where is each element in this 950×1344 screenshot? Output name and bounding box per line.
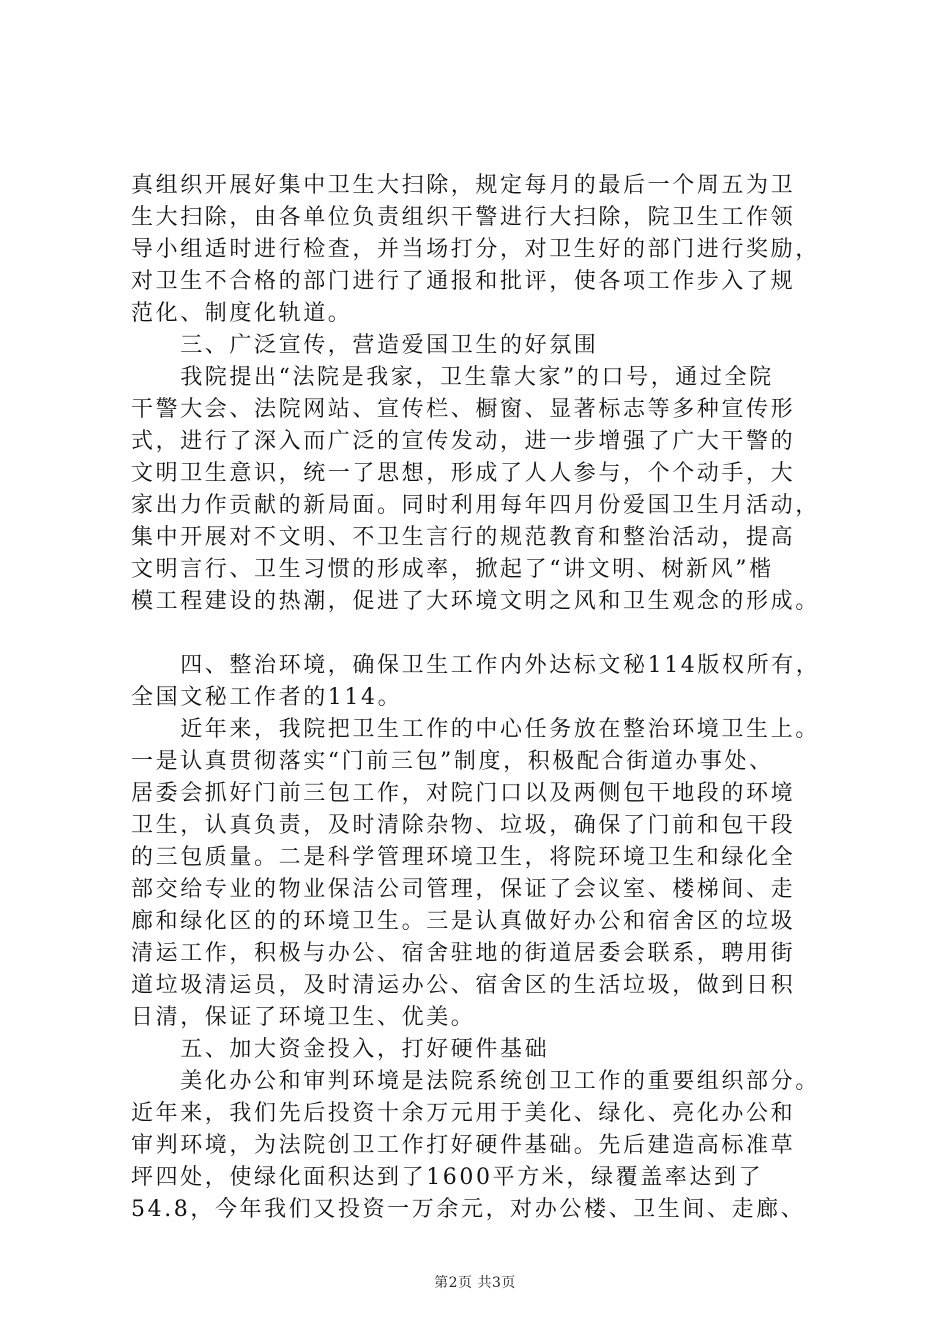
text-line: 导小组适时进行检查，并当场打分，对卫生好的部门进行奖励， <box>131 237 820 262</box>
text-line: 文明言行、卫生习惯的形成率，掀起了“讲文明、树新风”楷 <box>131 557 774 582</box>
text-line: 模工程建设的热潮，促进了大环境文明之风和卫生观念的形成。 <box>131 589 820 614</box>
document-body <box>131 170 851 1226</box>
text-line: 的三包质量。二是科学管理环境卫生，将院环境卫生和绿化全 <box>131 845 796 870</box>
text-line: 集中开展对不文明、不卫生言行的规范教育和整治活动，提高 <box>131 525 796 550</box>
text-line: 审判环境，为法院创卫工作打好硬件基础。先后建造高标准草 <box>131 1133 796 1158</box>
text-line: 道垃圾清运员，及时清运办公、宿舍区的生活垃圾，做到日积 <box>131 973 796 998</box>
text-line: 真组织开展好集中卫生大扫除，规定每月的最后一个周五为卫 <box>131 173 796 198</box>
text-line: 式，进行了深入而广泛的宣传发动，进一步增强了广大干警的 <box>131 429 796 454</box>
text-line: 范化、制度化轨道。 <box>131 301 353 326</box>
text-line: 生大扫除，由各单位负责组织干警进行大扫除，院卫生工作领 <box>131 205 796 230</box>
text-line: 清运工作，积极与办公、宿舍驻地的街道居委会联系，聘用街 <box>131 941 796 966</box>
text-line: 近年来，我院把卫生工作的中心任务放在整治环境卫生上。 <box>131 717 820 742</box>
text-line: 对卫生不合格的部门进行了通报和批评，使各项工作步入了规 <box>131 269 796 294</box>
page-footer: 第2页 共3页 <box>434 1275 516 1291</box>
text-line: 54.8，今年我们又投资一万余元，对办公楼、卫生间、走廊、 <box>131 1197 806 1222</box>
text-line: 坪四处，使绿化面积达到了1600平方米，绿覆盖率达到了 <box>131 1165 764 1190</box>
text-line: 美化办公和审判环境是法院系统创卫工作的重要组织部分。 <box>131 1069 820 1094</box>
text-line: 廊和绿化区的的环境卫生。三是认真做好办公和宿舍区的垃圾 <box>131 909 796 934</box>
text-line: 近年来，我们先后投资十余万元用于美化、绿化、亮化办公和 <box>131 1101 796 1126</box>
text-line: 四、整治环境，确保卫生工作内外达标文秘114版权所有， <box>131 653 821 678</box>
text-line: 部交给专业的物业保洁公司管理，保证了会议室、楼梯间、走 <box>131 877 796 902</box>
text-line: 日清，保证了环境卫生、优美。 <box>131 1005 476 1030</box>
text-line: 干警大会、法院网站、宣传栏、橱窗、显著标志等多种宣传形 <box>131 397 796 422</box>
text-line: 我院提出“法院是我家，卫生靠大家”的口号，通过全院 <box>131 365 774 390</box>
paragraph-gap <box>131 618 851 650</box>
text-line: 全国文秘工作者的114。 <box>131 685 403 710</box>
text-line: 家出力作贡献的新局面。同时利用每年四月份爱国卫生月活动， <box>131 493 820 518</box>
text-line: 卫生，认真负责，及时清除杂物、垃圾，确保了门前和包干段 <box>131 813 796 838</box>
text-line: 五、加大资金投入，打好硬件基础 <box>131 1037 550 1062</box>
text-line: 三、广泛宣传，营造爱国卫生的好氛围 <box>131 333 599 358</box>
text-line: 文明卫生意识，统一了思想，形成了人人参与，个个动手，大 <box>131 461 796 486</box>
text-line: 居委会抓好门前三包工作，对院门口以及两侧包干地段的环境 <box>131 781 796 806</box>
text-line: 一是认真贯彻落实“门前三包”制度，积极配合街道办事处、 <box>131 749 774 774</box>
